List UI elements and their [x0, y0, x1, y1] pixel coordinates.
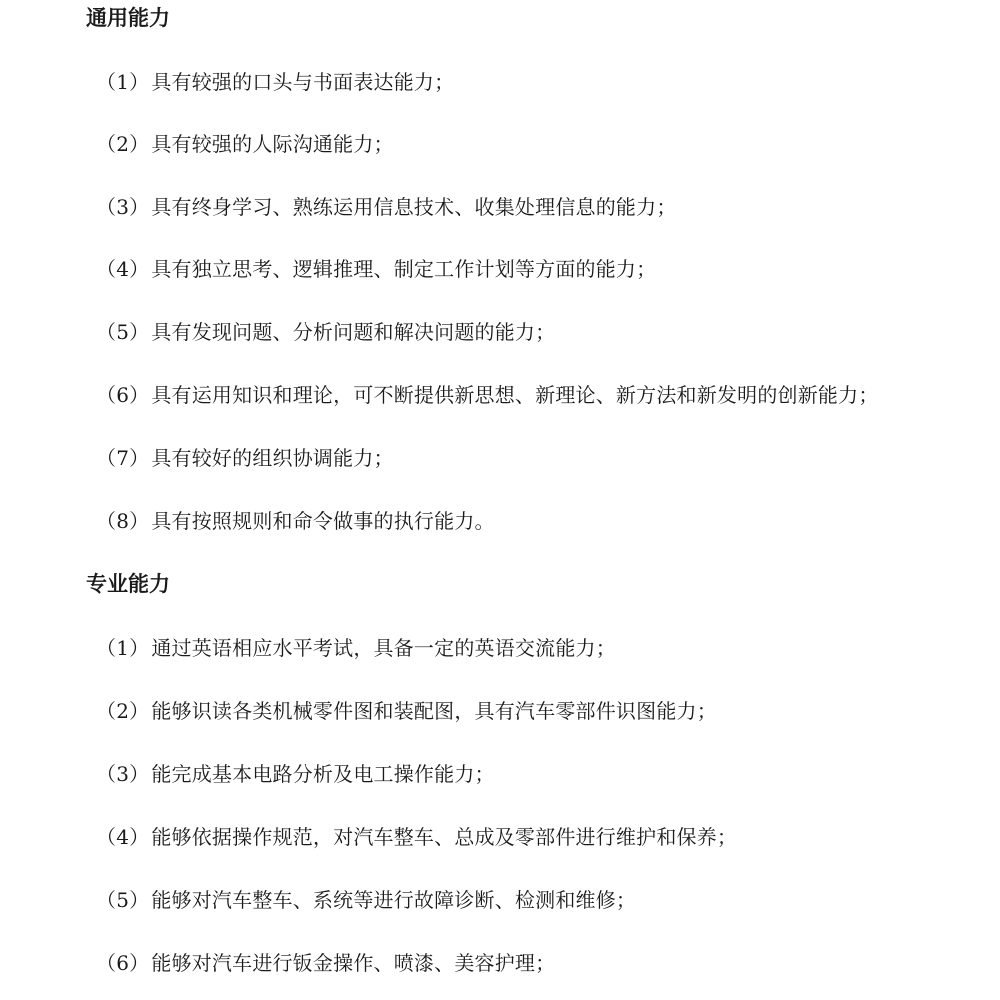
item-text: 能够对汽车进行钣金操作、喷漆、美容护理； — [151, 951, 556, 975]
item-text: 具有发现问题、分析问题和解决问题的能力； — [151, 320, 556, 344]
item-number: （6） — [96, 951, 150, 975]
item-number: （6） — [96, 383, 150, 407]
item-number: （3） — [96, 195, 150, 219]
item-text: 具有较好的组织协调能力； — [151, 446, 394, 470]
item-number: （3） — [96, 762, 150, 786]
list-item — [96, 318, 555, 346]
item-number: （4） — [96, 825, 150, 849]
list-item — [96, 886, 636, 914]
item-text: 通过英语相应水平考试，具备一定的英语交流能力； — [151, 636, 616, 660]
item-text: 能够识读各类机械零件图和装配图，具有汽车零部件识图能力； — [151, 699, 717, 723]
list-item — [96, 697, 717, 725]
item-number: （5） — [96, 320, 150, 344]
item-text: 具有较强的人际沟通能力； — [151, 132, 394, 156]
item-number: （1） — [96, 636, 150, 660]
item-number: （2） — [96, 699, 150, 723]
item-text: 具有较强的口头与书面表达能力； — [151, 70, 455, 94]
item-number: （5） — [96, 888, 150, 912]
item-text: 能够对汽车整车、系统等进行故障诊断、检测和维修； — [151, 888, 637, 912]
list-item — [96, 68, 454, 96]
item-number: （1） — [96, 70, 150, 94]
list-item — [96, 381, 879, 409]
item-number: （7） — [96, 446, 150, 470]
item-number: （2） — [96, 132, 150, 156]
section-heading-general: 通用能力 — [86, 6, 170, 30]
list-item — [96, 507, 495, 535]
list-item — [96, 130, 394, 158]
item-text: 具有独立思考、逻辑推理、制定工作计划等方面的能力； — [151, 257, 657, 281]
list-item — [96, 255, 656, 283]
item-text: 能完成基本电路分析及电工操作能力； — [151, 762, 495, 786]
list-item — [96, 193, 677, 221]
list-item — [96, 949, 555, 977]
list-item — [96, 634, 616, 662]
list-item — [96, 444, 394, 472]
section-heading-professional: 专业能力 — [86, 572, 170, 596]
item-number: （8） — [96, 509, 150, 533]
list-item — [96, 760, 495, 788]
item-text: 具有按照规则和命令做事的执行能力。 — [151, 509, 495, 533]
item-number: （4） — [96, 257, 150, 281]
item-text: 具有运用知识和理论，可不断提供新思想、新理论、新方法和新发明的创新能力； — [151, 383, 879, 407]
item-text: 能够依据操作规范，对汽车整车、总成及零部件进行维护和保养； — [151, 825, 738, 849]
item-text: 具有终身学习、熟练运用信息技术、收集处理信息的能力； — [151, 195, 677, 219]
list-item — [96, 823, 737, 851]
